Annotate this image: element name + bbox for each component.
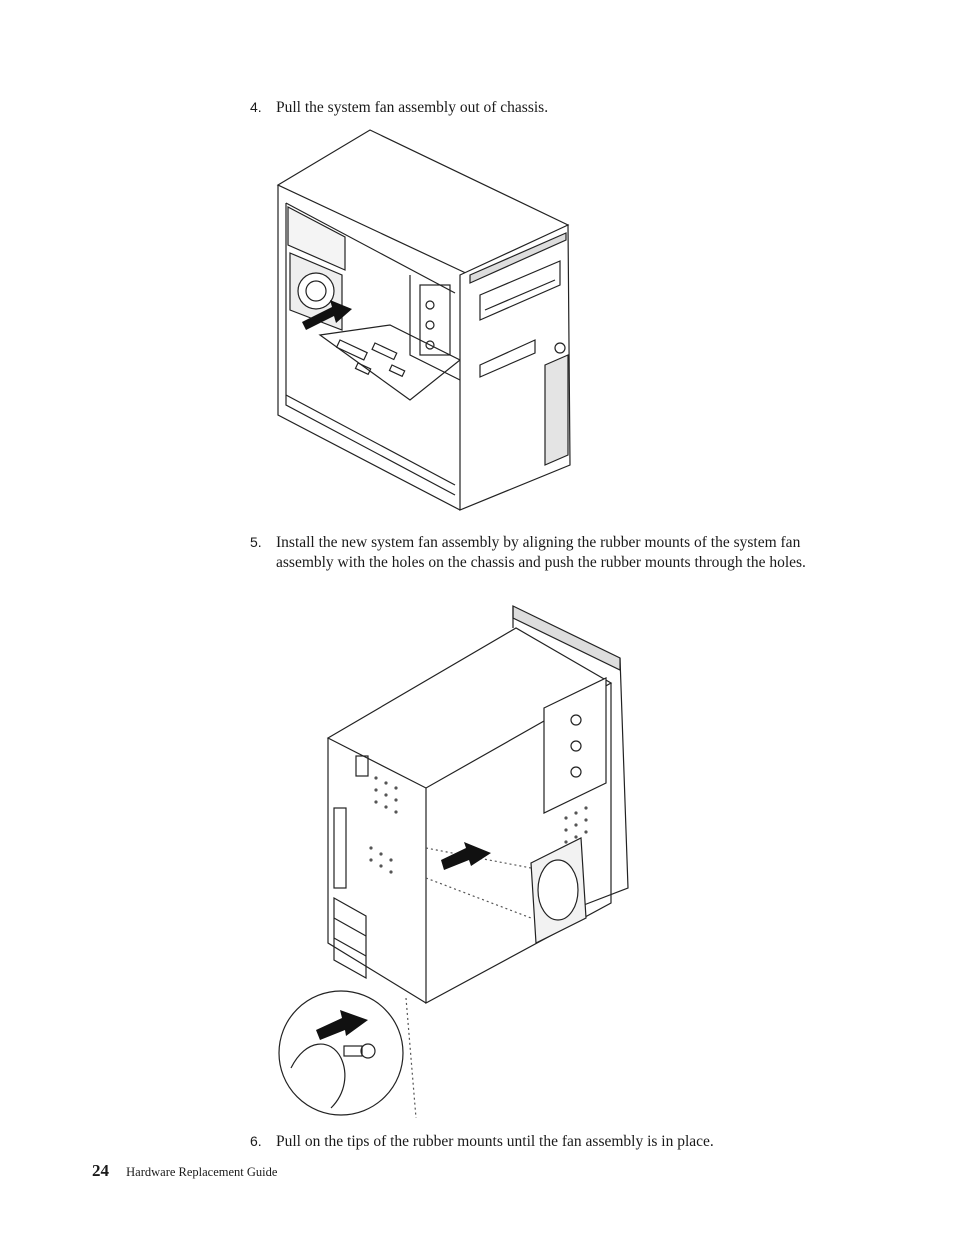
figure-install-fan xyxy=(276,598,636,1123)
page-footer xyxy=(92,1161,277,1181)
step-4 xyxy=(250,98,850,118)
step-number: 6. xyxy=(250,1133,262,1149)
step-text: Pull the system fan assembly out of chassis. xyxy=(276,99,549,116)
figure-remove-fan xyxy=(270,125,590,520)
step-text: Pull on the tips of the rubber mounts until the fan assembly is in place. xyxy=(276,1133,714,1150)
step-number: 5. xyxy=(250,534,262,550)
step-6 xyxy=(250,1132,850,1152)
guide-title: Hardware Replacement Guide xyxy=(126,1165,278,1179)
step-text: Install the new system fan assembly by aligning the rubber mounts of the system fan assembly with the holes on the chassis and push the rubber mounts through the holes. xyxy=(276,534,806,571)
step-5 xyxy=(250,533,850,572)
page-number: 24 xyxy=(92,1161,109,1180)
step-number: 4. xyxy=(250,99,262,115)
